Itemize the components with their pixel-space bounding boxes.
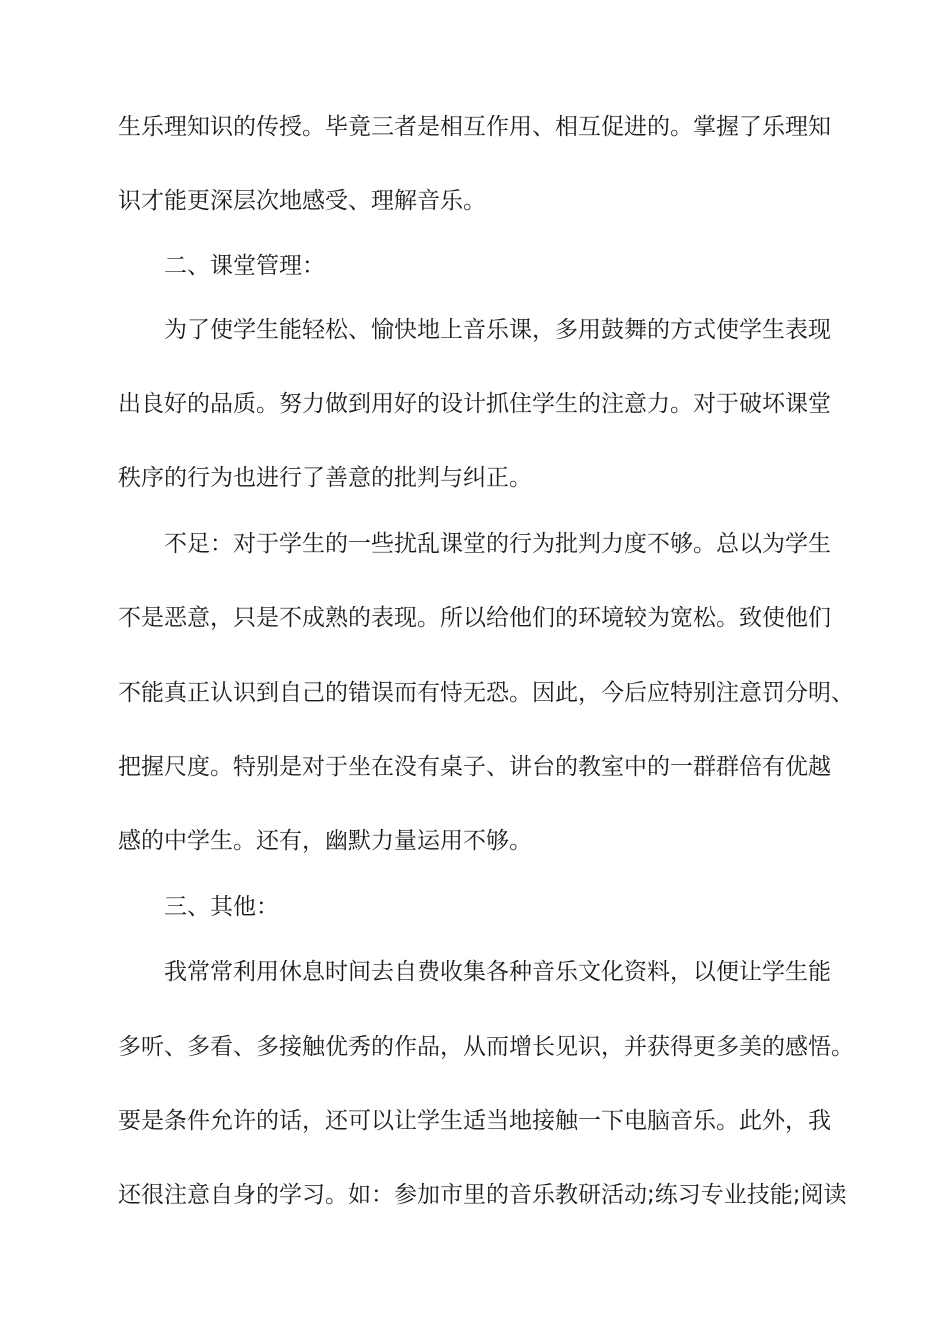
text-line: 要是条件允许的话，还可以让学生适当地接触一下电脑音乐。此外，我 [118, 1108, 831, 1134]
text-line: 秩序的行为也进行了善意的批判与纠正。 [118, 465, 532, 491]
text-line: 把握尺度。特别是对于坐在没有桌子、讲台的教室中的一群群倍有优越 [118, 754, 831, 780]
text-line: 感的中学生。还有，幽默力量运用不够。 [118, 828, 532, 854]
section-heading: 三、其他： [164, 894, 279, 920]
section-heading: 二、课堂管理： [164, 253, 325, 279]
text-line: 识才能更深层次地感受、理解音乐。 [118, 188, 486, 214]
text-line: 出良好的品质。努力做到用好的设计抓住学生的注意力。对于破坏课堂 [118, 391, 831, 417]
text-line: 不能真正认识到自己的错误而有恃无恐。因此，今后应特别注意罚分明、 [118, 680, 854, 706]
text-line: 不足：对于学生的一些扰乱课堂的行为批判力度不够。总以为学生 [164, 531, 831, 557]
text-line: 为了使学生能轻松、愉快地上音乐课，多用鼓舞的方式使学生表现 [164, 317, 831, 343]
text-line: 还很注意自身的学习。如：参加市里的音乐教研活动;练习专业技能;阅读 [118, 1182, 847, 1208]
text-line: 生乐理知识的传授。毕竟三者是相互作用、相互促进的。掌握了乐理知 [118, 114, 831, 140]
text-line: 我常常利用休息时间去自费收集各种音乐文化资料，以便让学生能 [164, 959, 831, 985]
text-line: 不是恶意，只是不成熟的表现。所以给他们的环境较为宽松。致使他们 [118, 605, 831, 631]
text-line: 多听、多看、多接触优秀的作品，从而增长见识，并获得更多美的感悟。 [118, 1034, 854, 1060]
